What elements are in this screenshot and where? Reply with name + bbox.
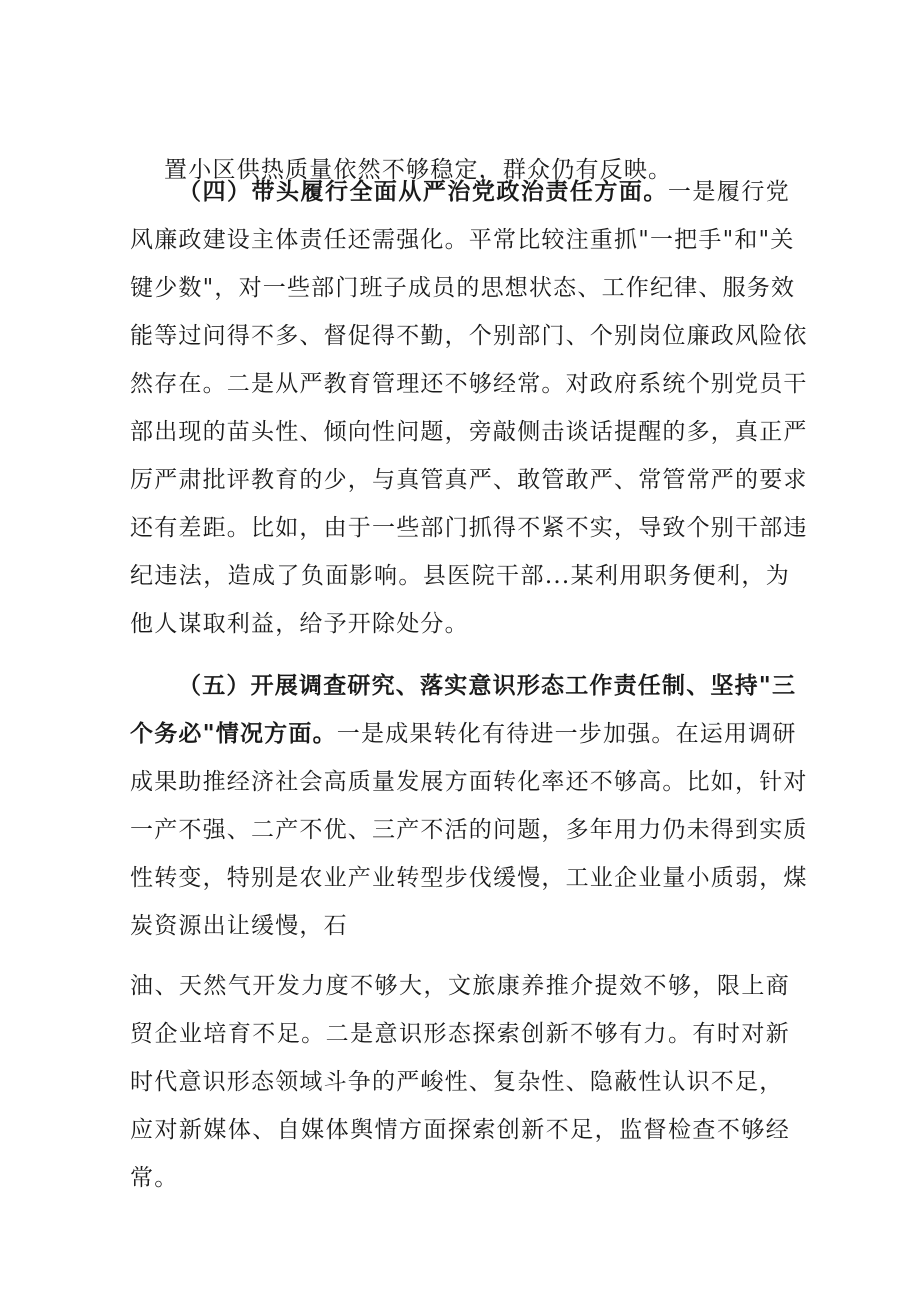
line-text: 纪违法，造成了负面影响。县医院干部...某利用职务便利，为 <box>130 563 790 589</box>
text-line <box>130 714 797 754</box>
text-line <box>130 1158 790 1198</box>
line-text: 厉严肃批评教育的少，与真管真严、敢管敢严、常管常严的要求 <box>130 467 808 493</box>
text-line <box>130 268 796 308</box>
line-text: 然存在。二是从严教育管理还不够经常。对政府系统个别党员干 <box>130 371 808 397</box>
section-heading: （四）带头履行全面从严治党政治责任方面。 <box>178 178 668 205</box>
line-text: 成果助推经济社会高质量发展方面转化率还不够高。比如，针对 <box>130 769 808 795</box>
line-text: 一产不强、二产不优、三产不活的问题，多年用力仍未得到实质 <box>130 817 808 843</box>
text-line <box>130 604 790 644</box>
text-line <box>130 810 808 850</box>
line-text: 键少数"，对一些部门班子成员的思想状态、工作纪律、服务效 <box>130 275 796 301</box>
line-text: 置小区供热质量依然不够稳定，群众仍有反映。 <box>164 157 673 183</box>
line-text: 炭资源出让缓慢，石 <box>130 913 348 939</box>
text-line <box>130 1110 790 1150</box>
section-heading: （五）开展调查研究、落实意识形态工作责任制、坚持"三 <box>178 672 797 699</box>
text-line <box>130 858 808 898</box>
section-heading-continued: 个务必"情况方面。 <box>130 720 337 747</box>
line-text: 常。 <box>130 1165 179 1191</box>
line-text: 一是成果转化有待进一步加强。在运用调研 <box>336 721 797 747</box>
text-line <box>130 460 808 500</box>
line-text: 油、天然气开发力度不够大，文旅康养推介提效不够，限上商 <box>130 973 790 999</box>
line-text: 风廉政建设主体责任还需强化。平常比较注重抓"一把手"和"关 <box>130 227 795 253</box>
text-line <box>130 966 790 1006</box>
text-line <box>130 1062 790 1102</box>
section-heading-line <box>178 172 790 212</box>
text-line <box>130 906 790 946</box>
line-text: 时代意识形态领域斗争的严峻性、复杂性、隐蔽性认识不足， <box>130 1069 784 1095</box>
text-line <box>130 316 808 356</box>
line-text: 性转变，特别是农业产业转型步伐缓慢，工业企业量小质弱，煤 <box>130 865 808 891</box>
text-line <box>130 556 790 596</box>
line-text: 一是履行党 <box>667 179 791 205</box>
line-text: 他人谋取利益，给予开除处分。 <box>130 611 469 637</box>
line-text: 能等过问得不多、督促得不勤，个别部门、个别岗位廉政风险依 <box>130 323 808 349</box>
line-text: 还有差距。比如，由于一些部门抓得不紧不实，导致个别干部违 <box>130 515 808 541</box>
text-line <box>130 762 808 802</box>
text-line <box>130 364 808 404</box>
text-line <box>130 110 790 183</box>
text-line <box>130 220 795 260</box>
line-text: 应对新媒体、自媒体舆情方面探索创新不足，监督检查不够经 <box>130 1117 790 1143</box>
text-line <box>130 412 808 452</box>
text-line <box>130 508 808 548</box>
text-line <box>130 1014 790 1054</box>
line-text: 部出现的苗头性、倾向性问题，旁敲侧击谈话提醒的多，真正严 <box>130 419 808 445</box>
section-heading-line <box>178 666 797 706</box>
line-text: 贸企业培育不足。二是意识形态探索创新不够有力。有时对新 <box>130 1021 790 1047</box>
